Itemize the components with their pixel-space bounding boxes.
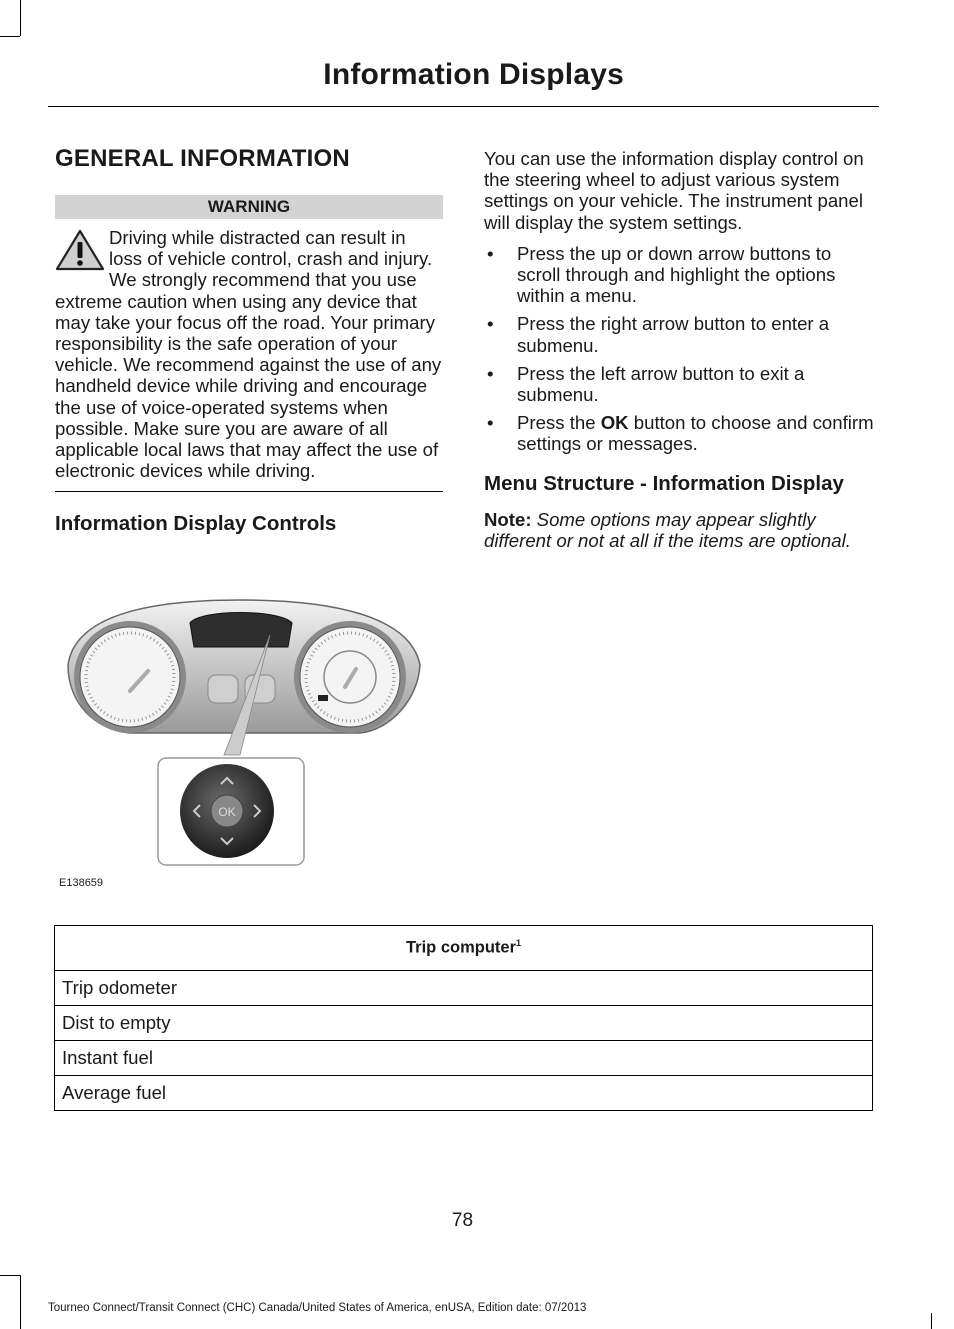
- section-heading: GENERAL INFORMATION: [55, 145, 350, 172]
- trip-computer-table: [54, 925, 873, 1111]
- note: Note: Some options may appear slightly different or not at all if the items are optional.: [484, 508, 851, 551]
- list-item: • Press the right arrow button to enter a submenu.: [487, 313, 830, 356]
- warning-text: Driving while distracted can result in loss of vehicle control, crash and injury. We strongly recommend that you use extreme caution when using any device that may take your focus off the road. Your primary responsibility is the safe operation of your vehicle. We recommend against the use of any handheld device while driving and encourage the use of voice-operated systems when possible. Make sure you are aware of all applicable local laws that may affect the use of electronic devices while driving.: [55, 227, 442, 482]
- list-item: • Press the OK button to choose and confirm settings or messages.: [487, 412, 874, 455]
- crop-mark: [0, 1275, 20, 1276]
- page-title: Information Displays: [323, 58, 624, 91]
- page-number: 78: [451, 1210, 474, 1231]
- list-item: • Press the left arrow button to exit a submenu.: [487, 362, 805, 406]
- table-header: Trip computer$^1$: [55, 926, 873, 971]
- crop-mark: [931, 1313, 932, 1329]
- instrument-cluster-illustration: [60, 595, 425, 870]
- table-row: Average fuel: [55, 1076, 873, 1111]
- figure-code: E138659: [59, 877, 104, 889]
- ok-label: OK: [218, 805, 236, 819]
- warning-block: [55, 227, 443, 481]
- table-row: Trip odometer: [55, 971, 873, 1006]
- table-row: Dist to empty: [55, 1006, 873, 1041]
- menu-structure-heading: Menu Structure - Information Display: [484, 471, 844, 495]
- list-item: • Press the up or down arrow buttons to scroll through and highlight the options within a menu.: [487, 242, 836, 307]
- crop-mark: [20, 0, 21, 36]
- left-column: [55, 145, 443, 535]
- edition-footer: Tourneo Connect/Transit Connect (CHC) Canada/United States of America, enUSA, Edition date: 07/2013: [48, 1302, 587, 1314]
- right-column: [484, 148, 876, 551]
- warning-triangle-icon: [55, 229, 105, 271]
- crop-mark: [0, 36, 20, 37]
- instruction-list: [484, 243, 876, 455]
- crop-mark: [20, 1275, 21, 1329]
- table-row: Instant fuel: [55, 1041, 873, 1076]
- title-divider: [48, 106, 879, 107]
- intro-text: You can use the information display control on the steering wheel to adjust various system settings on your vehicle. The instrument panel will display the system settings.: [484, 148, 864, 233]
- warning-label: WARNING: [55, 195, 443, 219]
- controls-heading: Information Display Controls: [55, 512, 337, 536]
- warning-divider: [55, 491, 443, 492]
